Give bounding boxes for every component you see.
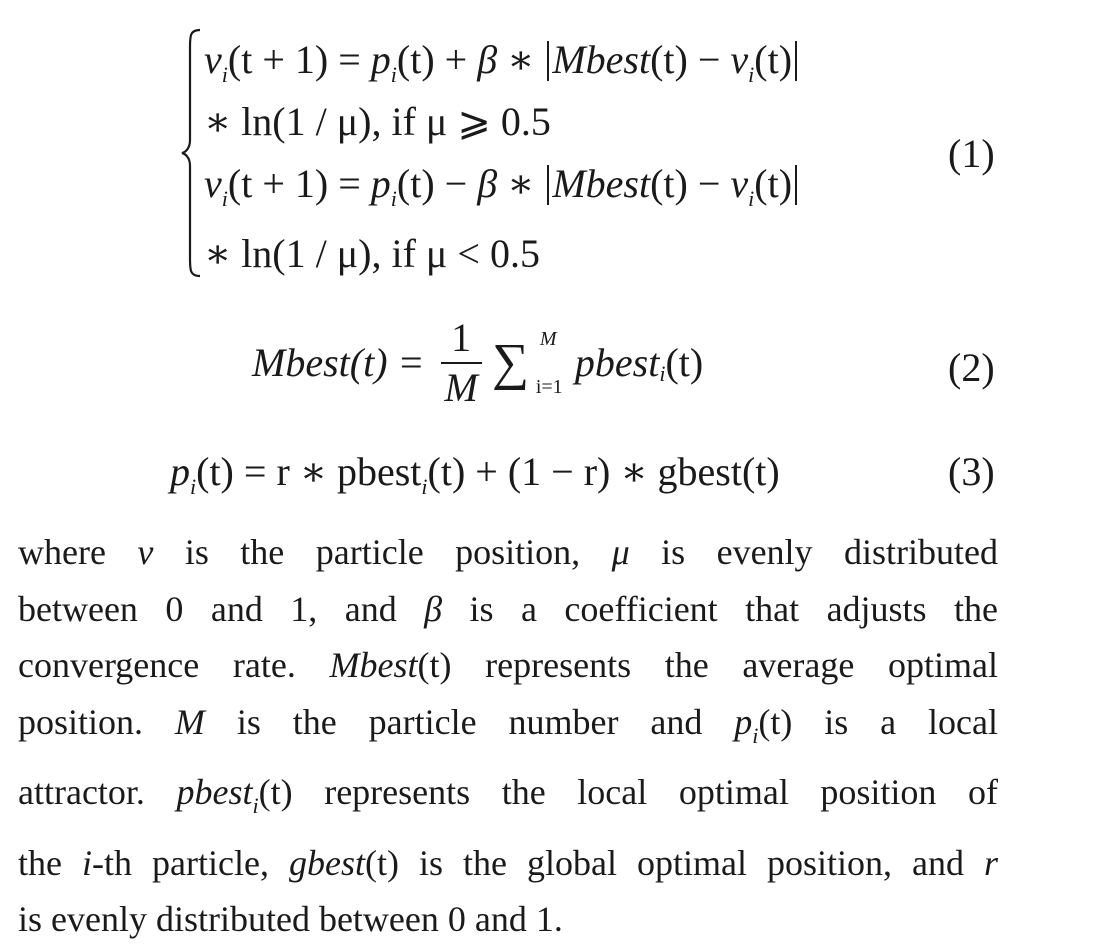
paragraph-line-2: between 0 and 1, and β is a coefficient that adjusts the (18, 588, 998, 629)
equation-2: Mbest(t) = $\frac{1}{M}$ ∑ M i=1 pbest$_i$(t) (252, 315, 704, 410)
equation-1-line-4: ∗ ln(1 / μ), if μ < 0.5 (204, 231, 540, 276)
paragraph-line-1: where v is the particle position, μ is evenly distributed (18, 532, 998, 572)
paragraph-line-4: position. M is the particle number and $p_i(t)$ is a local (18, 701, 999, 748)
equation-number-3: (3) (948, 449, 995, 494)
paragraph-line-7: is evenly distributed between 0 and 1. (18, 899, 563, 939)
abs-bar-left (547, 165, 549, 205)
equation-1-line-1: $v_i(t + 1) = p_i(t) + \beta$ ∗ Mbest(t) − $v_i(t)$ (204, 40, 800, 86)
left-brace (180, 28, 202, 278)
paragraph-line-3: convergence rate. Mbest(t) represents the average optimal (18, 645, 998, 685)
paragraph-line-5: attractor. pbest$_i$(t) represents the local optimal position of (18, 772, 998, 818)
paragraph-line-6: the i-th particle, gbest(t) is the global optimal position, and r (18, 842, 999, 883)
equation-number-2: (2) (948, 345, 995, 390)
abs-bar-left (547, 41, 549, 81)
summation-symbol: ∑ M i=1 (491, 328, 563, 398)
mbest-lhs: Mbest(t) = (252, 340, 425, 385)
abs-bar-right (795, 41, 797, 81)
fraction: $\frac{1}{M}$ (441, 318, 482, 408)
equation-number-1: (1) (948, 131, 995, 176)
explanation-paragraph (18, 524, 998, 948)
equation-1-line-2: ∗ ln(1 / μ), if μ ⩾ 0.5 (204, 99, 551, 144)
equation-3: $p_i(t) = r$ ∗ pbest$_i$(t) + (1 − r) ∗ gbest(t) (170, 449, 780, 499)
equation-1-line-3: $v_i(t + 1) = p_i(t) - \beta$ ∗ Mbest(t) − $v_i(t)$ (204, 164, 800, 210)
abs-bar-right (795, 165, 797, 205)
